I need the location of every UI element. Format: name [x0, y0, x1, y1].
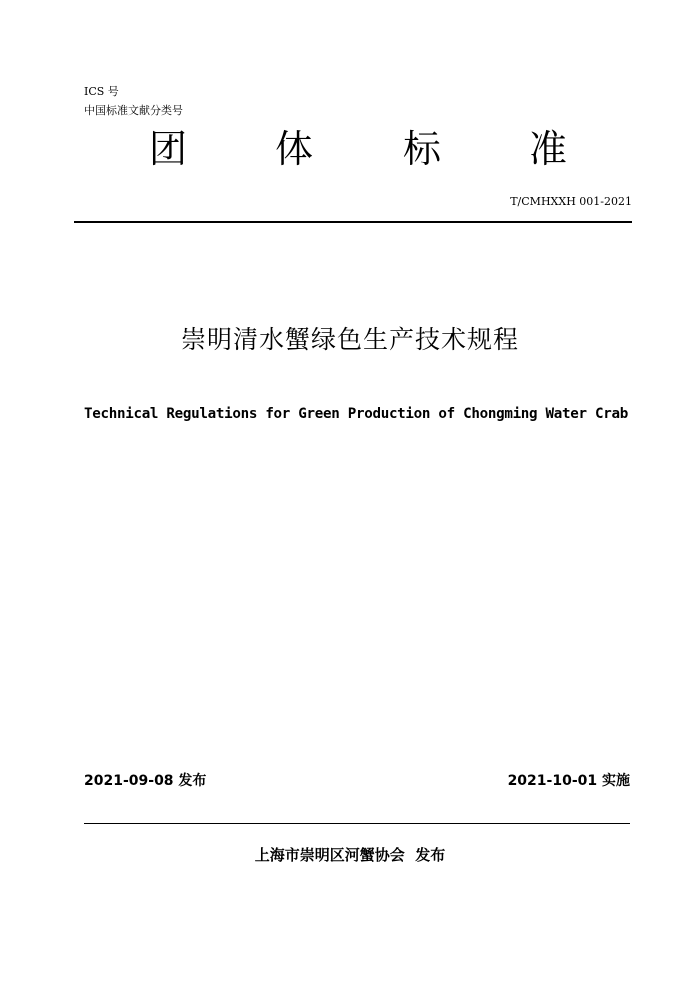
category-char-2: 体 [274, 127, 313, 171]
publisher-line: 上海市崇明区河蟹协会 发布 [254, 846, 446, 864]
category-char-3: 标 [402, 127, 441, 171]
ics-number-label: ICS 号 [84, 85, 119, 98]
category-char-1: 团 [148, 127, 187, 171]
header-divider [74, 221, 632, 223]
effective-date: 2021-10-01 实施 [507, 773, 630, 789]
category-char-4: 准 [528, 127, 567, 171]
standard-category-heading [0, 126, 700, 176]
document-title-english: Technical Regulations for Green Production of Chongming Water Crab [84, 406, 628, 422]
footer-divider [84, 823, 630, 824]
standard-number: T/CMHXXH 001-2021 [510, 195, 632, 208]
ccs-classification-label: 中国标准文献分类号 [84, 104, 183, 117]
document-title-chinese: 崇明清水蟹绿色生产技术规程 [180, 325, 519, 354]
issue-date: 2021-09-08 发布 [84, 773, 207, 789]
